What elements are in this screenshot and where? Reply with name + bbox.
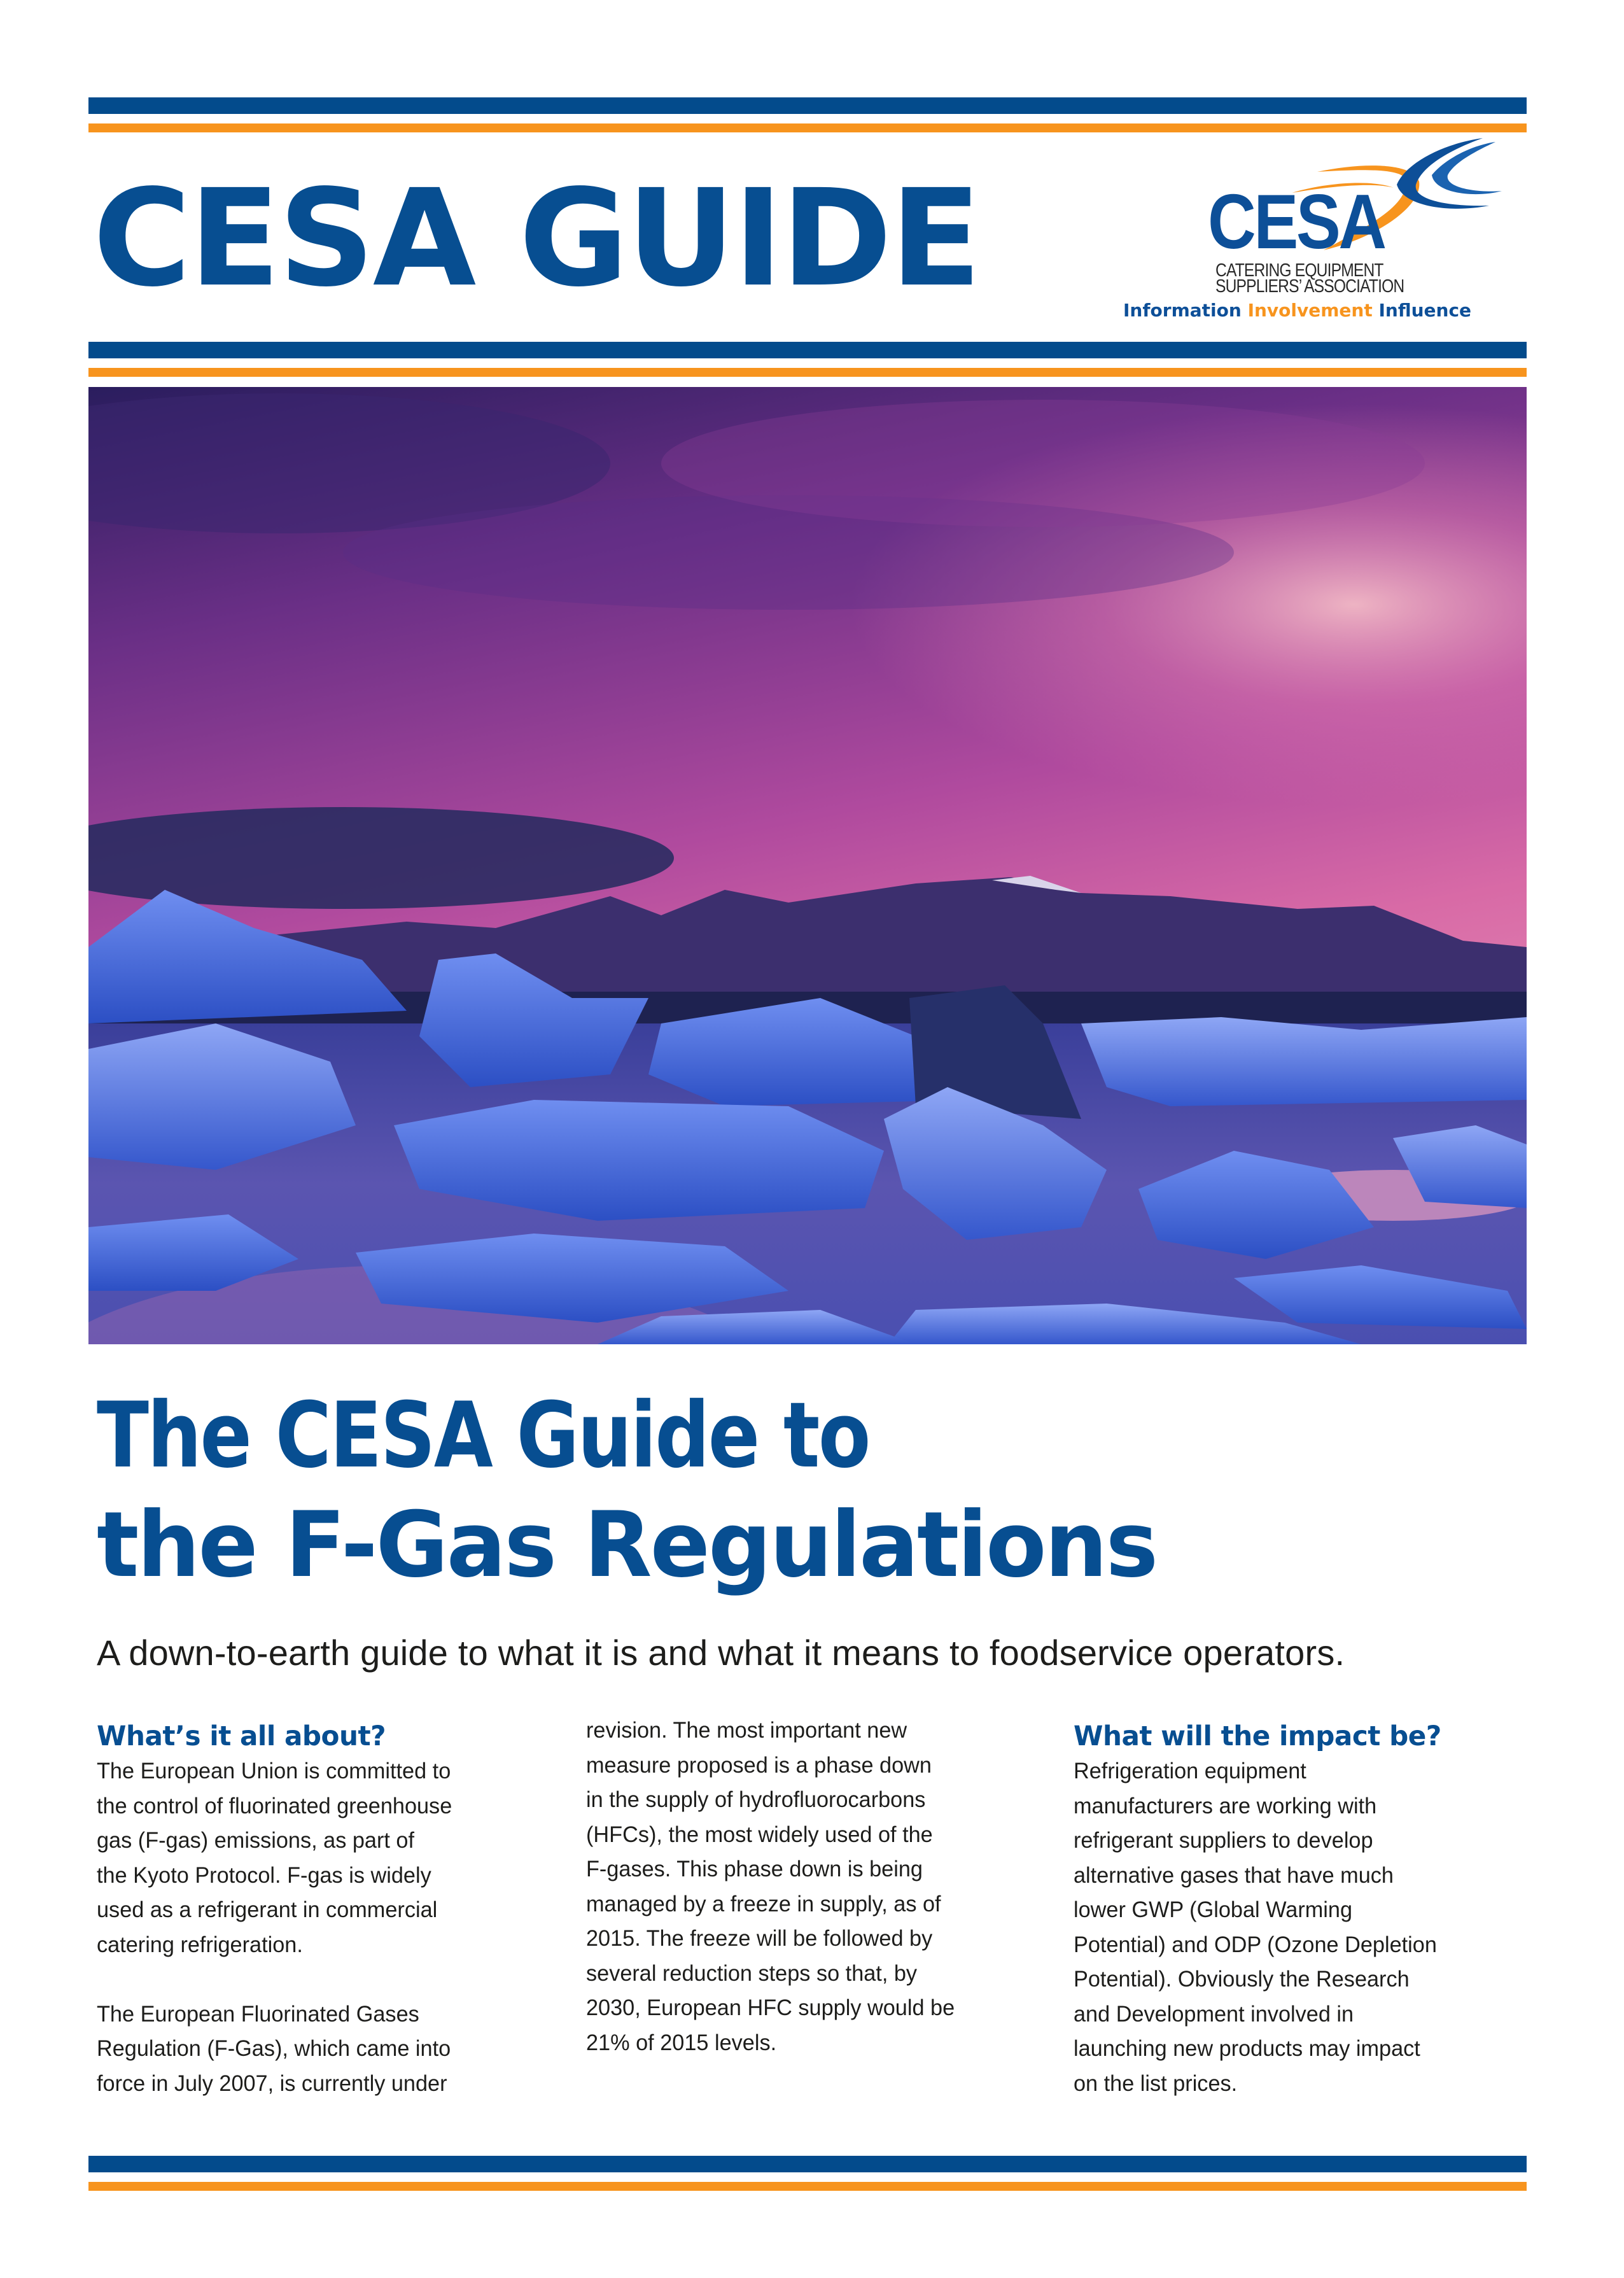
paragraph: [97, 1997, 555, 2102]
main-title-line2: the F-Gas Regulations: [97, 1493, 1157, 1598]
text-line: Regulation (F-Gas), which came into: [97, 2036, 451, 2061]
text-line: 2015. The freeze will be followed by: [586, 1926, 933, 1951]
tagline-involvement: Involvement: [1247, 300, 1373, 321]
text-line: 21% of 2015 levels.: [586, 2030, 777, 2055]
footer-rule-blue: [88, 2156, 1527, 2172]
text-line: alternative gases that have much: [1074, 1862, 1394, 1888]
column-about: [97, 1719, 555, 2101]
subtitle: A down-to-earth guide to what it is and what it means to foodservice operators.: [97, 1633, 1345, 1673]
logo-name-line2: SUPPLIERS’ ASSOCIATION: [1215, 276, 1404, 297]
tagline-influence: Influence: [1378, 300, 1472, 321]
paragraph: [1074, 1754, 1532, 2101]
column-continued: [586, 1713, 1044, 2060]
text-line: several reduction steps so that, by: [586, 1960, 918, 1986]
text-line: in the supply of hydrofluorocarbons: [586, 1787, 926, 1812]
text-line: the Kyoto Protocol. F-gas is widely: [97, 1862, 431, 1888]
text-line: manufacturers are working with: [1074, 1793, 1377, 1818]
text-line: gas (F-gas) emissions, as part of: [97, 1828, 415, 1853]
text-line: catering refrigeration.: [97, 1932, 303, 1957]
header-rule-blue: [88, 342, 1527, 358]
text-line: launching new products may impact: [1074, 2036, 1420, 2061]
cesa-logo: [1120, 137, 1502, 328]
header-rule-orange: [88, 368, 1527, 377]
text-line: managed by a freeze in supply, as of: [586, 1891, 941, 1916]
main-title-line1: The CESA Guide to: [97, 1383, 869, 1488]
tagline-information: Information: [1123, 300, 1242, 321]
paragraph: [97, 1754, 555, 1962]
paragraph: [586, 1713, 1044, 2060]
logo-tagline: [1123, 301, 1471, 320]
text-line: F-gases. This phase down is being: [586, 1857, 923, 1881]
text-line: Refrigeration equipment: [1074, 1759, 1306, 1783]
text-line: the control of fluorinated greenhouse: [97, 1793, 452, 1818]
text-line: measure proposed is a phase down: [586, 1752, 932, 1778]
guide-title: CESA GUIDE: [93, 160, 980, 316]
top-rule-orange: [88, 123, 1527, 132]
text-line: refrigerant suppliers to develop: [1074, 1828, 1373, 1853]
iceberg-sunset-image: [88, 387, 1527, 1344]
column-heading: What’s it all about?: [97, 1720, 386, 1752]
top-rule-blue: [88, 97, 1527, 114]
text-line: Potential) and ODP (Ozone Depletion: [1074, 1932, 1437, 1957]
text-line: The European Union is committed to: [97, 1759, 451, 1783]
column-impact: [1074, 1719, 1532, 2101]
text-line: force in July 2007, is currently under: [97, 2071, 447, 2096]
text-line: (HFCs), the most widely used of the: [586, 1822, 933, 1847]
logo-mark: CESA: [1208, 178, 1385, 265]
text-line: lower GWP (Global Warming: [1074, 1897, 1353, 1922]
text-line: 2030, European HFC supply would be: [586, 1995, 955, 2020]
footer-rule-orange: [88, 2182, 1527, 2191]
text-line: used as a refrigerant in commercial: [97, 1897, 438, 1922]
text-line: on the list prices.: [1074, 2071, 1238, 2096]
main-title: [97, 1381, 1180, 1600]
text-line: and Development involved in: [1074, 2001, 1354, 2027]
logo-name-line1: CATERING EQUIPMENT: [1215, 260, 1383, 281]
text-line: The European Fluorinated Gases: [97, 2001, 419, 2027]
text-line: Potential). Obviously the Research: [1074, 1967, 1410, 1992]
hero-photo: [88, 387, 1527, 1344]
column-heading: What will the impact be?: [1074, 1720, 1441, 1752]
text-line: revision. The most important new: [586, 1718, 907, 1743]
